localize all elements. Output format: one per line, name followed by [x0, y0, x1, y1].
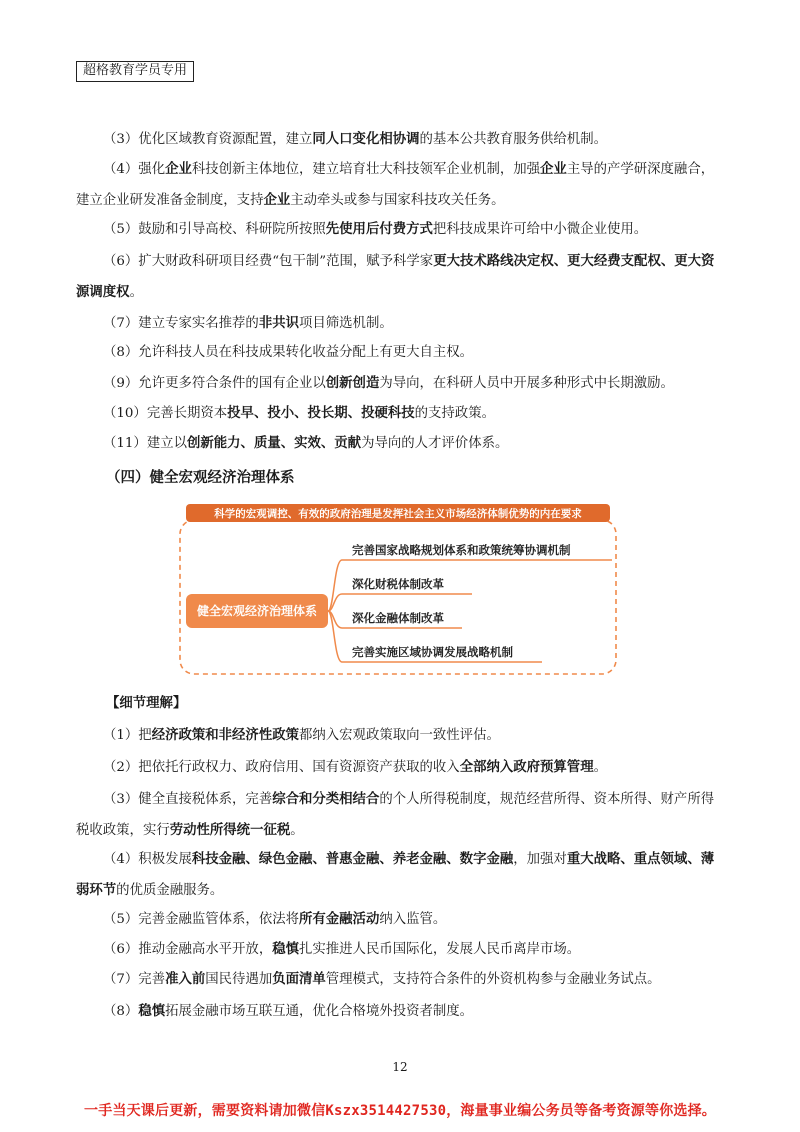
paragraph: （4）强化企业科技创新主体地位，建立培育壮大科技领军企业机制，加强企业主导的产学研深度融合，建立企业研发准备金制度，支持企业主动牵头或参与国家科技攻关任务。 [76, 161, 715, 208]
paragraph: （7）完善准入前国民待遇加负面清单管理模式，支持符合条件的外资机构参与金融业务试点。 [103, 971, 661, 987]
diagram-branch-2: 深化财税体制改革 [352, 579, 444, 591]
paragraph: （6）扩大财政科研项目经费“包干制”范围，赋予科学家更大技术路线决定权、更大经费支配权、更大资源调度权。 [76, 253, 715, 300]
paragraph: （3）优化区域教育资源配置，建立同人口变化相协调的基本公共教育服务供给机制。 [103, 131, 607, 147]
header-stamp: 超格教育学员专用 [76, 61, 194, 82]
paragraph: （7）建立专家实名推荐的非共识项目筛选机制。 [103, 315, 393, 331]
section-heading: （四）健全宏观经济治理体系 [106, 469, 295, 486]
paragraph: （6）推动金融高水平开放，稳慎扎实推进人民币国际化，发展人民币离岸市场。 [103, 941, 581, 957]
paragraph: （9）允许更多符合条件的国有企业以创新创造为导向，在科研人员中开展多种形式中长期激励。 [103, 375, 674, 391]
paragraph: （8）稳慎拓展金融市场互联互通，优化合格境外投资者制度。 [103, 1003, 474, 1019]
paragraph: （4）积极发展科技金融、绿色金融、普惠金融、养老金融、数字金融，加强对重大战略、重点领域、薄弱环节的优质金融服务。 [76, 851, 715, 898]
paragraph: （5）鼓励和引导高校、科研院所按照先使用后付费方式把科技成果许可给中小微企业使用。 [103, 221, 648, 237]
paragraph: （11）建立以创新能力、质量、实效、贡献为导向的人才评价体系。 [103, 435, 509, 451]
diagram-banner-text: 科学的宏观调控、有效的政府治理是发挥社会主义市场经济体制优势的内在要求 [214, 508, 582, 520]
diagram-branch-3: 深化金融体制改革 [352, 613, 444, 625]
diagram-root-label: 健全宏观经济治理体系 [196, 604, 318, 618]
paragraph: （2）把依托行政权力、政府信用、国有资源资产获取的收入全部纳入政府预算管理。 [103, 759, 607, 775]
page-number: 12 [392, 1060, 408, 1074]
detail-subheading: 【细节理解】 [106, 695, 187, 711]
paragraph: （1）把经济政策和非经济性政策都纳入宏观政策取向一致性评估。 [103, 727, 500, 743]
paragraph: （8）允许科技人员在科技成果转化收益分配上有更大自主权。 [103, 345, 474, 360]
paragraph: （10）完善长期资本投早、投小、投长期、投硬科技的支持政策。 [103, 405, 495, 421]
footer-promo-text: 一手当天课后更新，需要资料请加微信Kszx3514427530，海量事业编公务员等备考资源等你选择。 [84, 1103, 716, 1119]
diagram-branch-4: 完善实施区域协调发展战略机制 [352, 647, 513, 659]
diagram-connector [328, 594, 472, 611]
diagram-branch-1: 完善国家战略规划体系和政策统筹协调机制 [352, 545, 571, 557]
paragraph: （3）健全直接税体系，完善综合和分类相结合的个人所得税制度，规范经营所得、资本所得、财产所得税收政策，实行劳动性所得统一征税。 [76, 791, 715, 838]
mind-map-diagram [176, 500, 620, 680]
paragraph: （5）完善金融监管体系，依法将所有金融活动纳入监管。 [103, 911, 447, 927]
